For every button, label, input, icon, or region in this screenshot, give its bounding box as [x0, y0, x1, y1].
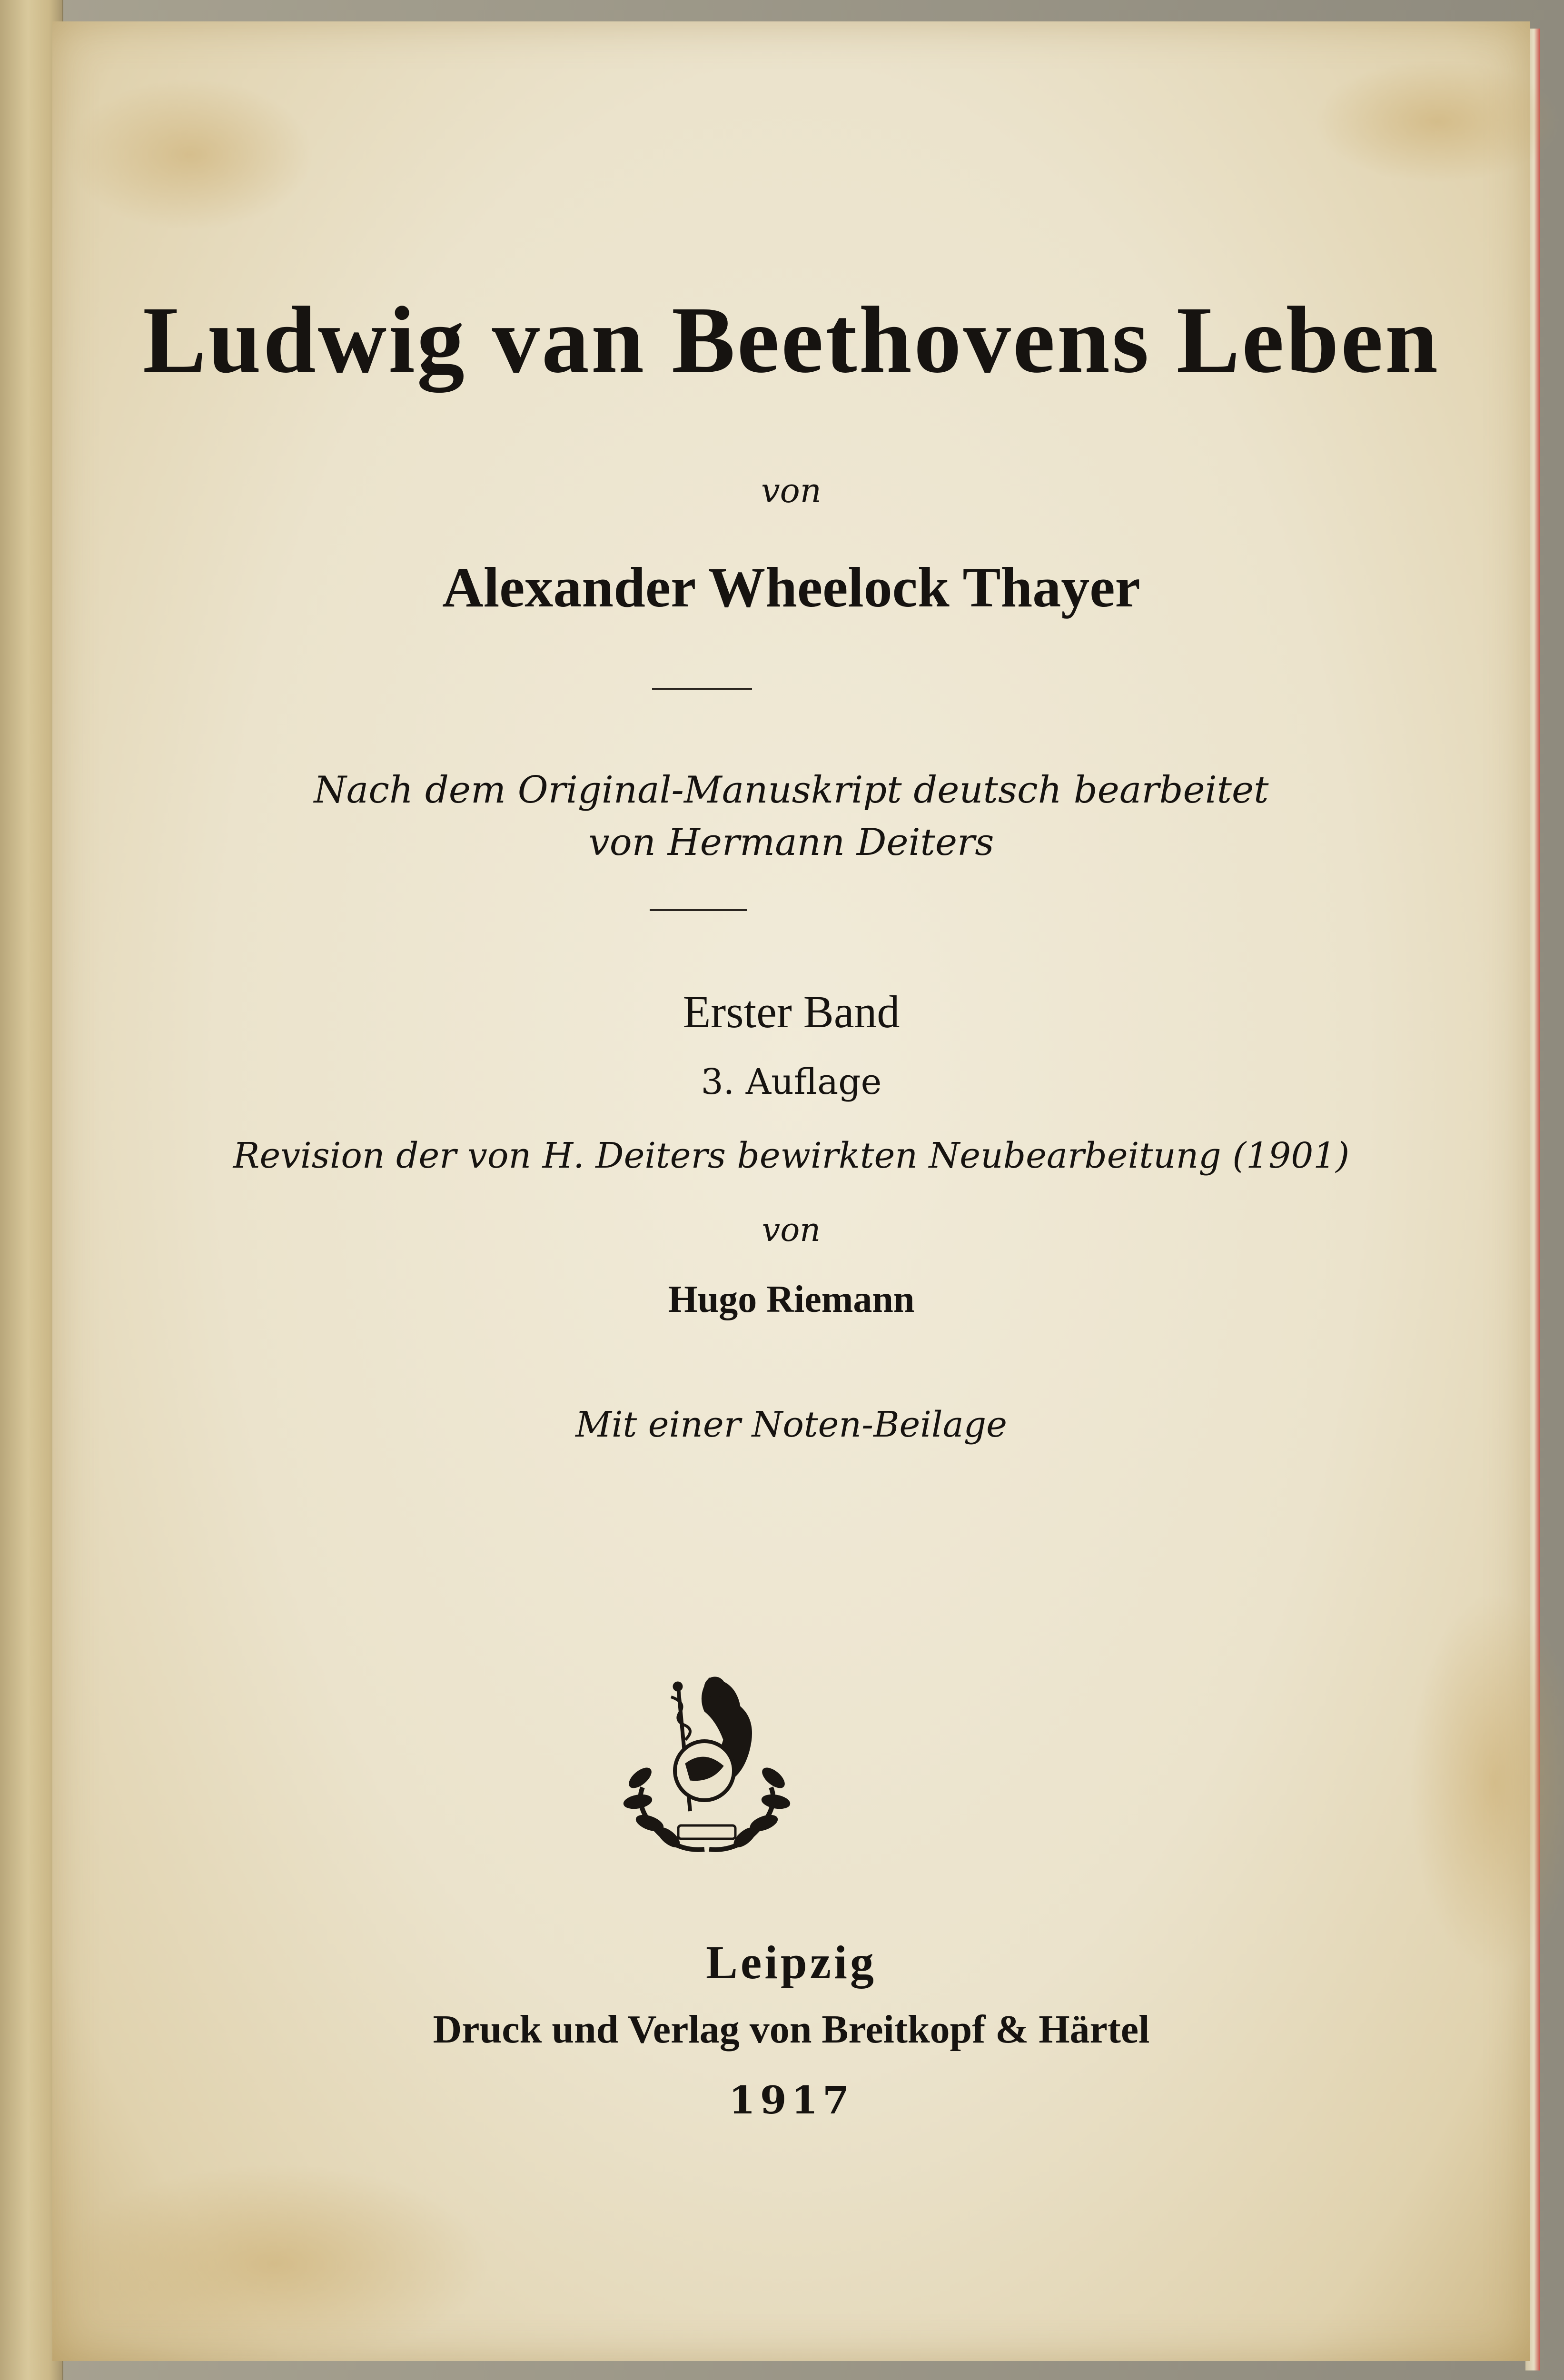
by-line: von: [761, 471, 822, 510]
adaptation-note-line1: Nach dem Original-Manuskript deutsch bearbeitet: [314, 769, 1269, 812]
title-page: [52, 21, 1530, 2361]
author-name: Alexander Wheelock Thayer: [442, 555, 1140, 619]
paper-stain: [62, 2163, 490, 2363]
adaptation-note-line2: von Hermann Deiters: [588, 821, 994, 864]
publisher-line: Druck und Verlag von Breitkopf & Härtel: [433, 2007, 1150, 2052]
paper-stain: [67, 79, 314, 231]
book-title: Ludwig van Beethovens Leben: [142, 288, 1440, 393]
publisher-emblem-icon: [614, 1668, 800, 1859]
paper-stain: [1314, 60, 1561, 183]
supplement-note: Mit einer Noten-Beilage: [575, 1404, 1007, 1445]
publication-city: Leipzig: [706, 1936, 877, 1989]
by-line: von: [762, 1211, 821, 1249]
volume-label: Erster Band: [683, 986, 900, 1037]
divider-rule: [652, 688, 752, 690]
edition-label: 3. Auflage: [701, 1061, 882, 1102]
revision-note: Revision der von H. Deiters bewirkten Neubearbeitung (1901): [233, 1135, 1350, 1176]
divider-rule: [650, 909, 747, 911]
editor-name: Hugo Riemann: [668, 1279, 915, 1320]
paper-stain: [1409, 1592, 1564, 1973]
publication-year: 1917: [729, 2078, 854, 2122]
